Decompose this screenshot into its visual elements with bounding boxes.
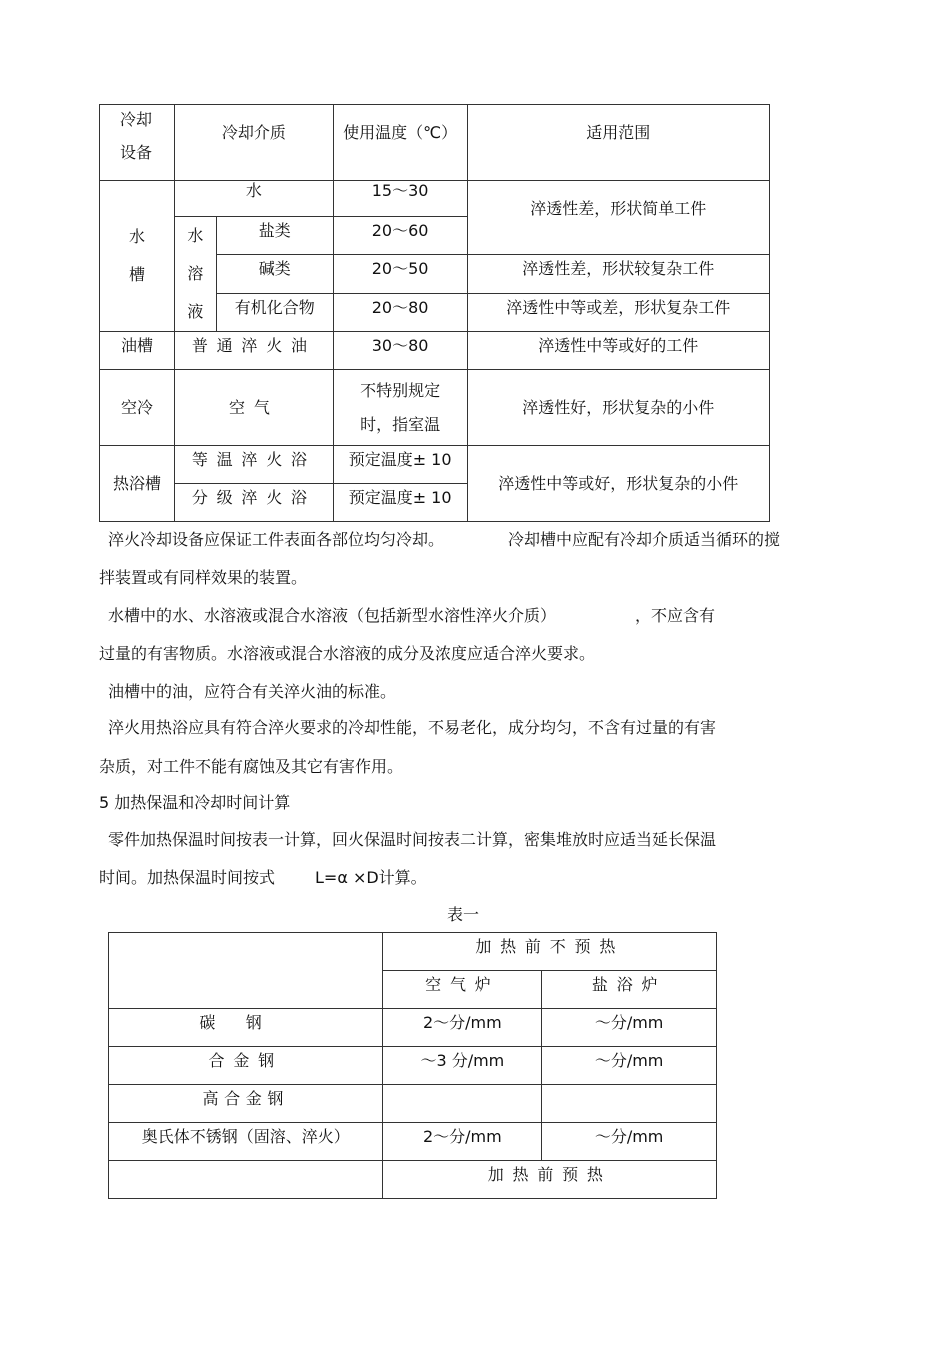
salt-medium: 盐类 bbox=[216, 217, 333, 255]
paragraph-2-part-c: 过量的有害物质。水溶液或混合水溶液的成分及浓度应适合淬火要求。 bbox=[99, 644, 596, 663]
water-tank-cell: 水槽 bbox=[100, 181, 175, 332]
iso-bath-temp: 预定温度± 10 bbox=[333, 446, 467, 484]
water-temp: 15～30 bbox=[333, 181, 467, 217]
oil-tank-cell: 油槽 bbox=[100, 332, 175, 370]
table-1-title-text: 表一 bbox=[447, 905, 480, 924]
organic-temp: 20～80 bbox=[333, 293, 467, 331]
step-bath-temp: 预定温度± 10 bbox=[333, 484, 467, 522]
paragraph-5-part-b: 时间。加热保温时间按式 bbox=[99, 868, 276, 887]
air-time-cell: 2～分/mm bbox=[383, 1123, 542, 1161]
oil-scope: 淬透性中等或好的工件 bbox=[467, 332, 769, 370]
alkali-medium: 碱类 bbox=[216, 255, 333, 293]
water-medium: 水 bbox=[174, 181, 333, 217]
aqueous-cell: 水溶液 bbox=[174, 217, 216, 332]
bath-tank-cell: 热浴槽 bbox=[100, 446, 175, 522]
oil-temp: 30～80 bbox=[333, 332, 467, 370]
air-cool-cell: 空冷 bbox=[100, 370, 175, 446]
alkali-scope: 淬透性差，形状较复杂工件 bbox=[467, 255, 769, 293]
paragraph-4-part-a: 淬火用热浴应具有符合淬火要求的冷却性能，不易老化，成分均匀，不含有过量的有害 bbox=[108, 718, 717, 737]
paragraph-3-text: 油槽中的油，应符合有关淬火油的标准。 bbox=[108, 682, 397, 701]
paragraph-1-part-b: 冷却槽中应配有冷却介质适当循环的搅 bbox=[508, 530, 781, 549]
salt-time-cell: ～分/mm bbox=[542, 1047, 717, 1085]
no-preheat-header: 加热前不预热 bbox=[383, 933, 717, 971]
step-bath-medium: 分级淬火浴 bbox=[174, 484, 333, 522]
empty-material-cell bbox=[109, 1161, 383, 1199]
material-cell: 合金钢 bbox=[109, 1047, 383, 1085]
section-heading-text: 5 加热保温和冷却时间计算 bbox=[99, 793, 291, 812]
preheat-header: 加热前预热 bbox=[383, 1161, 717, 1199]
oil-medium: 普通淬火油 bbox=[174, 332, 333, 370]
header-equipment: 冷却设备 bbox=[100, 105, 175, 181]
paragraph-2-part-a: 水槽中的水、水溶液或混合水溶液（包括新型水溶性淬火介质） bbox=[108, 606, 557, 625]
organic-medium: 有机化合物 bbox=[216, 293, 333, 331]
paragraph-2-part-b: ，不应含有 bbox=[635, 606, 716, 625]
salt-furnace-header: 盐浴炉 bbox=[542, 971, 717, 1009]
paragraph-5-part-a: 零件加热保温时间按表一计算，回火保温时间按表二计算，密集堆放时应适当延长保温 bbox=[108, 830, 717, 849]
paragraph-1-part-a: 淬火冷却设备应保证工件表面各部位均匀冷却。 bbox=[108, 530, 445, 549]
salt-time-cell: ～分/mm bbox=[542, 1123, 717, 1161]
salt-temp: 20～60 bbox=[333, 217, 467, 255]
corner-cell bbox=[109, 933, 383, 1009]
header-temperature: 使用温度（℃） bbox=[333, 105, 467, 181]
header-medium: 冷却介质 bbox=[174, 105, 333, 181]
air-temp-line1: 不特别规定 bbox=[360, 380, 441, 400]
water-scope: 淬透性差，形状简单工件 bbox=[467, 181, 769, 255]
quench-cooling-table bbox=[99, 104, 770, 522]
air-temp bbox=[333, 370, 467, 446]
material-cell bbox=[109, 1009, 383, 1047]
air-time-cell: 2～分/mm bbox=[383, 1009, 542, 1047]
bath-scope: 淬透性中等或好，形状复杂的小件 bbox=[467, 446, 769, 522]
material-label: 碳钢 bbox=[199, 1013, 293, 1032]
air-scope: 淬透性好，形状复杂的小件 bbox=[467, 370, 769, 446]
air-time-cell: ～3 分/mm bbox=[383, 1047, 542, 1085]
organic-scope: 淬透性中等或差，形状复杂工件 bbox=[467, 293, 769, 331]
formula: L=α ×D计算。 bbox=[315, 868, 427, 887]
material-cell: 奥氏体不锈钢（固溶、淬火） bbox=[109, 1123, 383, 1161]
salt-time-cell bbox=[542, 1085, 717, 1123]
heating-time-table bbox=[108, 932, 717, 1199]
paragraph-1-part-c: 拌装置或有同样效果的装置。 bbox=[99, 568, 308, 587]
paragraph-4-part-b: 杂质，对工件不能有腐蚀及其它有害作用。 bbox=[99, 757, 404, 776]
air-time-cell bbox=[383, 1085, 542, 1123]
alkali-temp: 20～50 bbox=[333, 255, 467, 293]
salt-time-cell: ～分/mm bbox=[542, 1009, 717, 1047]
air-temp-line2: 时，指室温 bbox=[360, 414, 441, 434]
header-scope: 适用范围 bbox=[467, 105, 769, 181]
material-cell: 高合金钢 bbox=[109, 1085, 383, 1123]
iso-bath-medium: 等温淬火浴 bbox=[174, 446, 333, 484]
air-medium: 空气 bbox=[174, 370, 333, 446]
air-furnace-header: 空气炉 bbox=[383, 971, 542, 1009]
